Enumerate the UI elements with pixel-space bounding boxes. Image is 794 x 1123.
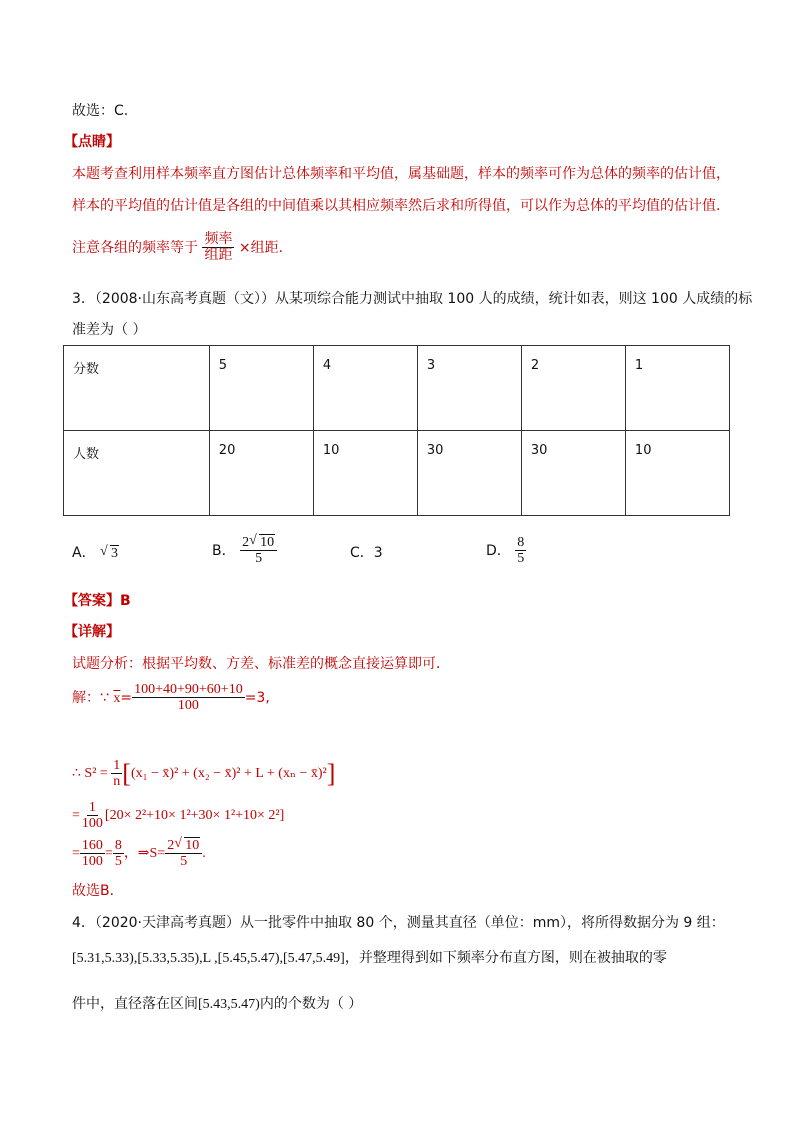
comment-line-1: 本题考查利用样本频率直方图估计总体频率和平均值，属基础题，样本的频率可作为总体的频率的估计值， — [72, 166, 730, 182]
answer-label: 【答案】B — [64, 593, 131, 609]
line3-fraction-1 — [80, 838, 105, 870]
q4-stem-line-2-text: ，并整理得到如下频率分布直方图，则在被抽取的零 — [344, 950, 667, 966]
comment-heading: 【点睛】 — [64, 134, 120, 150]
right-bracket: ] — [326, 758, 336, 788]
line3-denominator-3: 5 — [180, 854, 188, 870]
q4-line3-suffix: 内的个数为（ ） — [259, 996, 363, 1012]
line3-radicand: 10 — [185, 838, 200, 853]
table-row — [64, 346, 730, 431]
variance-fraction — [111, 758, 122, 790]
option-b[interactable] — [212, 535, 277, 567]
detail-heading: 【详解】 — [64, 624, 120, 640]
line3-numerator-3 — [165, 838, 202, 854]
table-cell: 2 — [521, 346, 625, 431]
table-cell: 5 — [209, 346, 313, 431]
analysis-text: 试题分析：根据平均数、方差、标准差的概念直接运算即可． — [72, 656, 450, 672]
variance-prefix: ∴ S² = — [72, 766, 108, 782]
table-cell: 1 — [625, 346, 729, 431]
mean-denominator: 100 — [177, 698, 199, 714]
line2-body: [20× 2²+10× 1²+30× 1²+10× 2²] — [104, 808, 285, 824]
table-cell: 10 — [625, 431, 729, 516]
option-b-coef: 2 — [242, 535, 250, 550]
table-cell: 10 — [313, 431, 417, 516]
option-a[interactable] — [72, 543, 119, 564]
variance-line-3: = $\frac{160}{100}$ = $\frac{8}{5}$ ，⇒S= $\frac{2 √ 10}{5}$ . — [72, 838, 206, 870]
q4-interval: [5.43,5.47) — [198, 997, 260, 1012]
option-b-label: B． — [212, 542, 236, 559]
q4-stem-line-1: 4．（2020·天津高考真题）从一批零件中抽取 80 个，测量其直径（单位：mm），将所得数据分为 9 组： — [72, 915, 725, 931]
q3-stem-line-2: 准差为（ ） — [72, 322, 147, 338]
line2-fraction — [80, 800, 105, 832]
mean-fraction — [132, 682, 245, 714]
q4-line3-prefix: 件中，直径落在区间 — [72, 996, 198, 1012]
line3-implies: ，⇒S= — [123, 846, 166, 862]
line3-fraction-3 — [165, 838, 202, 870]
line3-denominator-1: 100 — [81, 854, 103, 870]
option-a-sqrt — [100, 544, 119, 564]
note-fraction — [202, 232, 234, 264]
option-a-radicand: 3 — [111, 546, 119, 561]
option-c[interactable]: C．3 — [350, 545, 383, 561]
note-suffix: ×组距. — [238, 239, 284, 256]
left-bracket: [ — [122, 758, 131, 788]
table-cell: 4 — [313, 346, 417, 431]
line3-numerator-1: 160 — [81, 838, 103, 853]
option-d-numerator: 8 — [517, 535, 525, 550]
note-fraction-denominator: 组距 — [204, 247, 233, 264]
mean-result: =3, — [244, 689, 270, 706]
variance-frac-numerator: 1 — [113, 758, 121, 773]
line2-numerator: 1 — [88, 800, 96, 815]
table-cell: 20 — [209, 431, 313, 516]
option-b-fraction — [240, 535, 277, 567]
solution-mean: 解：∵ $\overline{x}=$ $\frac{100+40+90+60+10}{100}$ =3, — [72, 682, 270, 714]
table-cell: 3 — [417, 346, 521, 431]
line3-fraction-2 — [113, 838, 124, 870]
option-b-sqrt — [249, 535, 275, 550]
option-d-denominator: 5 — [517, 551, 525, 567]
q4-intervals: [5.31,5.33),[5.33,5.35),L ,[5.45,5.47),[5.47,5.49] — [72, 951, 345, 966]
mean-numerator: 100+40+90+60+10 — [134, 682, 243, 697]
line3-sqrt — [174, 838, 200, 853]
line3-numerator-2: 8 — [114, 838, 122, 853]
option-a-label: A． — [72, 545, 96, 561]
line2-denominator: 100 — [81, 816, 103, 832]
table-cell: 30 — [521, 431, 625, 516]
comment-line-2: 样本的平均值的估计值是各组的中间值乘以其相应频率然后求和所得值，可以作为总体的平均值的估计值. — [72, 198, 721, 214]
note-fraction-numerator: 频率 — [204, 231, 233, 247]
solution-prefix: 解：∵ — [72, 689, 109, 706]
variance-line-2: = $\frac{1}{100}$ [20× 2²+10× 1²+30× 1²+10× 2²] — [72, 800, 285, 832]
option-b-denominator: 5 — [255, 551, 263, 567]
mean-symbol: $\overline{x}$ — [113, 690, 121, 706]
option-d-fraction — [515, 535, 526, 567]
table-cell: 30 — [417, 431, 521, 516]
q4-stem-line-3 — [72, 994, 362, 1015]
option-d-label: D． — [486, 542, 511, 559]
score-table — [63, 345, 730, 516]
table-cell: 分数 — [64, 346, 210, 431]
table-cell: 人数 — [64, 431, 210, 516]
note-prefix: 注意各组的频率等于 — [72, 239, 198, 256]
table-row — [64, 431, 730, 516]
option-d[interactable] — [486, 535, 526, 567]
q3-stem-line-1: 3．（2008·山东高考真题（文））从某项综合能力测试中抽取 100 人的成绩，统计如表，则这 100 人成绩的标 — [72, 291, 753, 307]
q4-stem-line-2 — [72, 948, 667, 969]
comment-note — [72, 232, 283, 264]
option-b-radicand: 10 — [260, 535, 275, 550]
option-b-numerator — [240, 535, 277, 551]
final-choice-q3: 故选B． — [72, 883, 124, 899]
line3-denominator-2: 5 — [114, 854, 122, 870]
final-choice-q2: 故选：C. — [72, 103, 129, 119]
line3-coef: 2 — [167, 838, 175, 853]
variance-terms: (x₁ − x̄)² + (x₂ − x̄)² + L + (xₙ − x̄)² — [130, 766, 327, 782]
variance-frac-denominator: n — [113, 774, 121, 790]
variance-formula — [72, 758, 335, 790]
